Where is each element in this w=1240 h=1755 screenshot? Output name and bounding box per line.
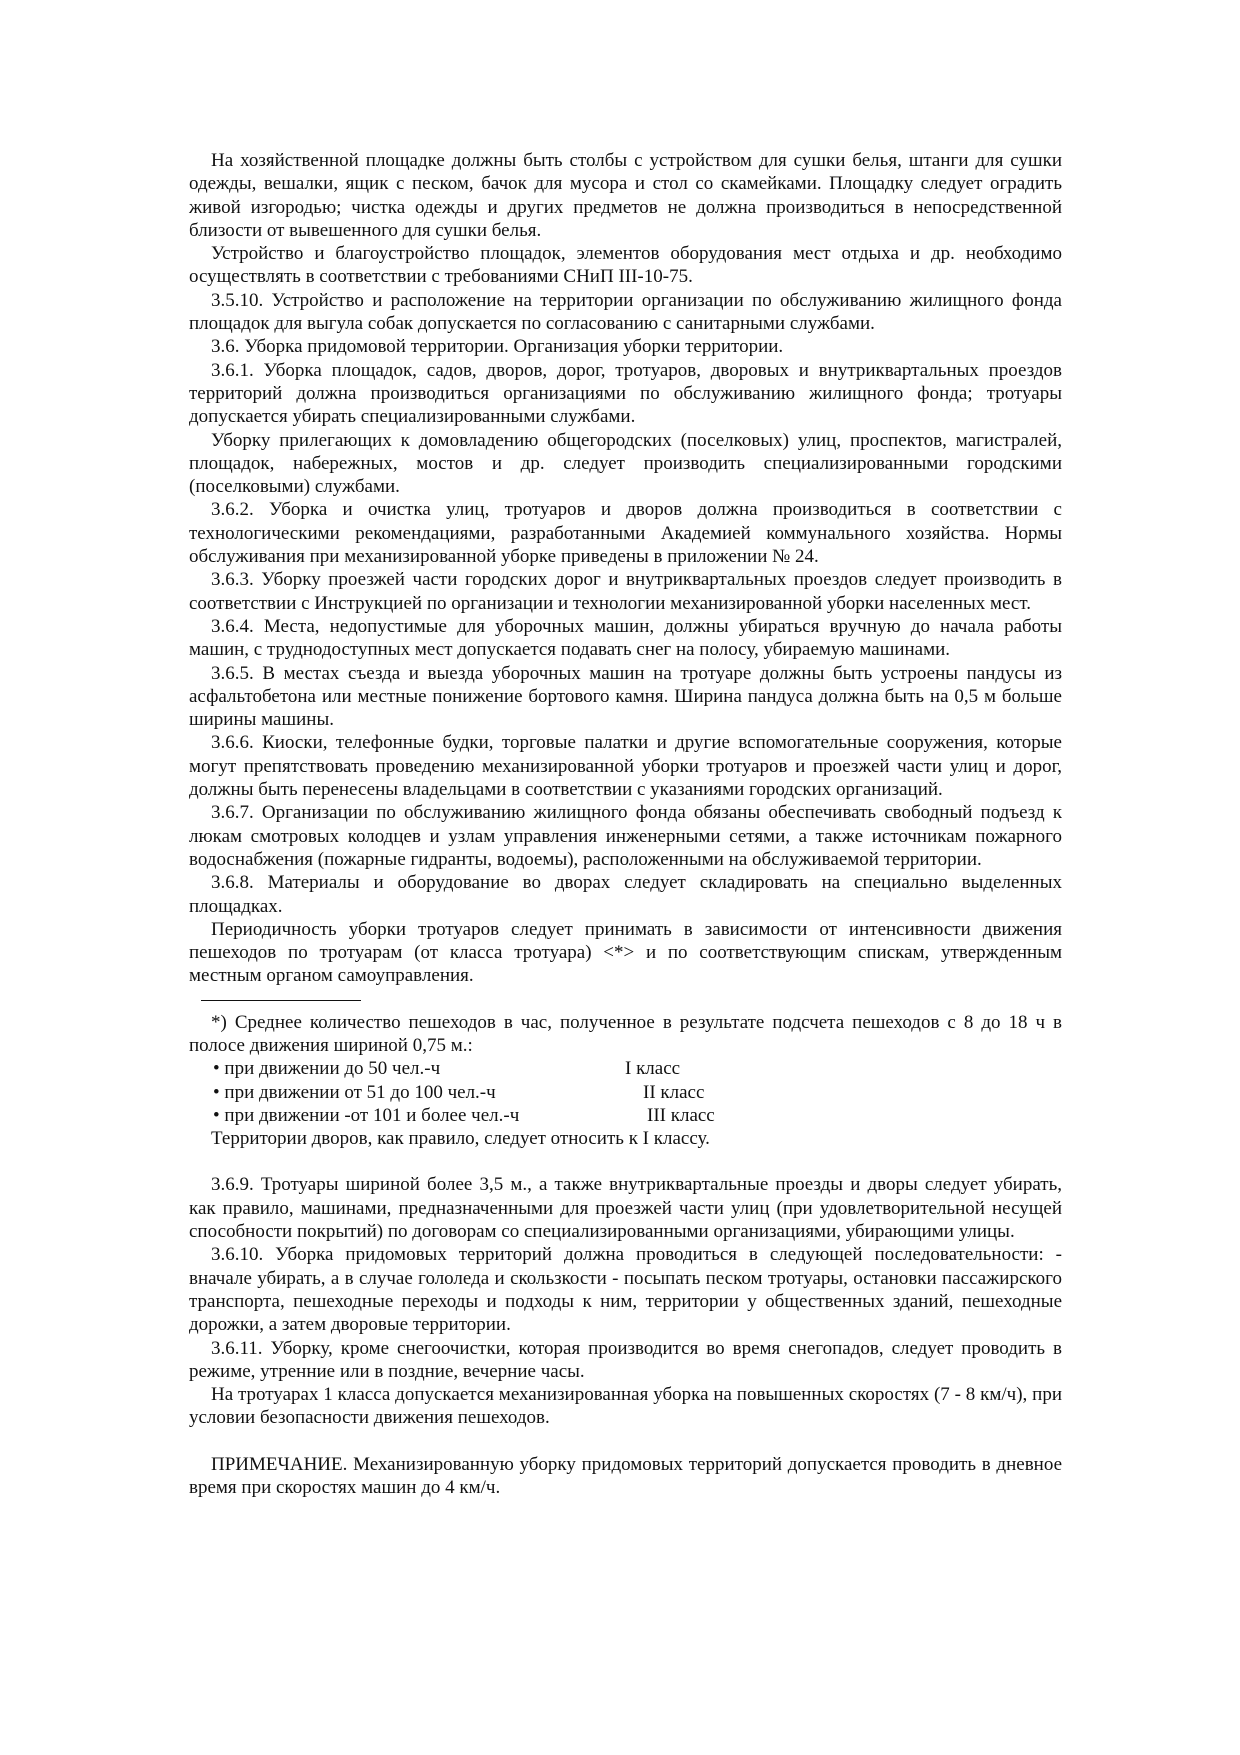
paragraph: Периодичность уборки тротуаров следует принимать в зависимости от интенсивности движения пешеходов по тротуарам (от класса тротуара) <*> и по соответствующим спискам, утвержденным местным органом самоуправления. bbox=[189, 918, 1062, 987]
footnote-separator bbox=[201, 1000, 361, 1001]
footnote-closing: Территории дворов, как правило, следует относить к I классу. bbox=[211, 1128, 710, 1150]
paragraph: 3.6.6. Киоски, телефонные будки, торговые палатки и другие вспомогательные сооружения, которые могут препятствовать проведению механизированной уборки тротуаров и проезжей части улиц и дорог, должны быть перенесены владельцами в соответствии с указаниями городских организаций. bbox=[189, 732, 1062, 801]
class-value: II класс bbox=[643, 1081, 705, 1103]
paragraph: 3.6.11. Уборку, кроме снегоочистки, которая производится во время снегопадов, следует проводить в режиме, утренние или в поздние, вечерние часы. bbox=[189, 1337, 1062, 1382]
class-row bbox=[189, 1081, 1062, 1104]
class-condition: • при движении от 51 до 100 чел.-ч bbox=[213, 1081, 496, 1103]
note-paragraph: ПРИМЕЧАНИЕ. Механизированную уборку придомовых территорий допускается проводить в дневное время при скоростях машин до 4 км/ч. bbox=[189, 1453, 1062, 1499]
class-condition: • при движении до 50 чел.-ч bbox=[213, 1058, 441, 1080]
class-row bbox=[189, 1104, 1062, 1127]
paragraph: 3.6.7. Организации по обслуживанию жилищного фонда обязаны обеспечивать свободный подъезд к люкам смотровых колодцев и узлам управления инженерными сетями, а также источникам пожарного водоснабжения (пожарные гидранты, водоемы), расположенными на обслуживаемой территории. bbox=[189, 802, 1062, 870]
class-condition: • при движении -от 101 и более чел.-ч bbox=[213, 1104, 520, 1126]
paragraph: 3.5.10. Устройство и расположение на территории организации по обслуживанию жилищного фонда площадок для выгула собак допускается по согласованию с санитарными службами. bbox=[189, 289, 1062, 335]
section-heading: 3.6. Уборка придомовой территории. Организация уборки территории. bbox=[211, 336, 784, 358]
paragraph: 3.6.5. В местах съезда и выезда уборочных машин на тротуаре должны быть устроены пандусы из асфальтобетона или местные понижение бортового камня. Ширина пандуса должна быть на 0,5 м больше ширины машины. bbox=[189, 662, 1062, 731]
paragraph: Уборку прилегающих к домовладению общегородских (поселковых) улиц, проспектов, магистралей, площадок, набережных, мостов и др. следует производить специализированными городскими (поселковыми) службами. bbox=[189, 429, 1062, 498]
class-row bbox=[189, 1057, 1062, 1080]
document-page bbox=[189, 149, 1062, 1499]
paragraph: 3.6.1. Уборка площадок, садов, дворов, дорог, тротуаров, дворовых и внутриквартальных проездов территорий должна производиться организациями по обслуживанию жилищного фонда; тротуары допускается убирать специализированными службами. bbox=[189, 359, 1062, 428]
class-value: III класс bbox=[647, 1104, 715, 1126]
class-value: I класс bbox=[625, 1058, 681, 1080]
paragraph: 3.6.2. Уборка и очистка улиц, тротуаров и дворов должна производиться в соответствии с технологическими рекомендациями, разработанными Академией коммунального хозяйства. Нормы обслуживания при механизированной уборке приведены в приложении № 24. bbox=[189, 499, 1062, 568]
footnote bbox=[189, 1011, 1062, 1151]
spacer bbox=[189, 1150, 1062, 1173]
footnote-text: *) Среднее количество пешеходов в час, полученное в результате подсчета пешеходов с 8 до 18 ч в полосе движения шириной 0,75 м.: bbox=[189, 1011, 1062, 1056]
spacer bbox=[189, 1430, 1062, 1453]
paragraph: 3.6.9. Тротуары шириной более 3,5 м., а также внутриквартальные проезды и дворы следует убирать, как правило, машинами, предназначенными для проезжей части улиц (при удовлетворительной несущей способности покрытий) по договорам со специализированными организациями, убирающими улицы. bbox=[189, 1174, 1062, 1243]
paragraph: 3.6.8. Материалы и оборудование во дворах следует складировать на специально выделенных площадках. bbox=[189, 872, 1062, 917]
paragraph: 3.6.4. Места, недопустимые для уборочных машин, должны убираться вручную до начала работы машин, с труднодоступных мест допускается подавать снег на полосу, убираемую машинами. bbox=[189, 615, 1062, 661]
paragraph: 3.6.10. Уборка придомовых территорий должна проводиться в следующей последовательности: - вначале убирать, а в случае гололеда и скользкости - посыпать песком тротуары, остановки пассажирского транспорта, пешеходные переходы и подходы к ним, территории у общественных зданий, пешеходные дорожки, а затем дворовые территории. bbox=[189, 1244, 1062, 1336]
paragraph: На хозяйственной площадке должны быть столбы с устройством для сушки белья, штанги для сушки одежды, вешалки, ящик с песком, бачок для мусора и стол со скамейками. Площадку следует оградить живой изгородью; чистка одежды и других предметов не должна производиться в непосредственной близости от вывешенного для сушки белья. bbox=[189, 150, 1062, 241]
paragraph: 3.6.3. Уборку проезжей части городских дорог и внутриквартальных проездов следует производить в соответствии с Инструкцией по организации и технологии механизированной уборки населенных мест. bbox=[189, 569, 1062, 614]
paragraph: На тротуарах 1 класса допускается механизированная уборка на повышенных скоростях (7 - 8 км/ч), при условии безопасности движения пешеходов. bbox=[189, 1384, 1062, 1429]
paragraph: Устройство и благоустройство площадок, элементов оборудования мест отдыха и др. необходимо осуществлять в соответствии с требованиями СНиП III-10-75. bbox=[189, 243, 1062, 288]
